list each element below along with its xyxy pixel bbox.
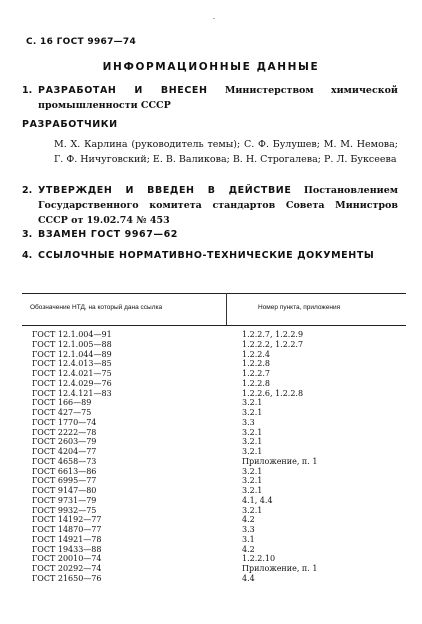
clause-number: 3.2.1: [242, 486, 263, 495]
table-row: [32, 330, 392, 340]
section-3: [22, 227, 398, 242]
clause-number: 3.2.1: [242, 408, 263, 417]
document-designation: ГОСТ 12.4.029—76: [32, 378, 112, 388]
page-header: С. 16 ГОСТ 9967—74: [26, 37, 137, 47]
document-designation: ГОСТ 6995—77: [32, 476, 97, 486]
table-row: [32, 506, 392, 516]
document-designation: ГОСТ 14870—77: [32, 525, 102, 534]
clause-number: 1.2.2.8: [242, 378, 270, 388]
document-designation: ГОСТ 4204—77: [32, 447, 97, 456]
table-row: [32, 447, 392, 457]
clause-number: 1.2.2.8: [242, 359, 270, 369]
document-designation: ГОСТ 9731—79: [32, 495, 97, 505]
table-row: [32, 340, 392, 350]
section-number: 2.: [22, 185, 33, 196]
document-designation: ГОСТ 12.4.121—83: [32, 388, 112, 398]
clause-number: 3.2.1: [242, 398, 263, 408]
document-designation: ГОСТ 12.1.004—91: [32, 330, 112, 339]
table-row: [32, 554, 392, 564]
section-heading: ВЗАМЕН ГОСТ 9967—62: [38, 229, 178, 240]
document-designation: ГОСТ 14192—77: [32, 515, 102, 525]
table-header-rule: [22, 325, 406, 326]
table-row: [32, 515, 392, 525]
page-title: ИНФОРМАЦИОННЫЕ ДАННЫЕ: [102, 61, 320, 73]
clause-number: 1.2.2.6, 1.2.2.8: [242, 388, 304, 398]
clause-number: 4.2: [242, 515, 255, 525]
section-4: [22, 248, 382, 263]
table-row: [32, 467, 392, 477]
document-designation: ГОСТ 20292—74: [32, 564, 102, 573]
table-row: [32, 574, 392, 584]
table-row: [32, 525, 392, 535]
clause-number: 1.2.2.2, 1.2.2.7: [242, 339, 304, 349]
document-designation: ГОСТ 9147—80: [32, 486, 97, 495]
clause-number: 3.2.1: [242, 427, 263, 437]
document-designation: ГОСТ 12.1.044—89: [32, 349, 112, 359]
section-number: 1.: [22, 85, 33, 96]
clause-number: 4.2: [242, 544, 255, 554]
document-designation: ГОСТ 12.4.021—75: [32, 369, 112, 378]
table-header-designation: Обозначение НТД, на который дана ссылка: [30, 304, 163, 311]
section-heading: ССЫЛОЧНЫЕ НОРМАТИВНО-ТЕХНИЧЕСКИЕ ДОКУМЕНТЫ: [38, 250, 375, 261]
table-row: [32, 428, 392, 438]
section-text: Министерством химической промышленности СССР: [38, 85, 398, 111]
document-designation: ГОСТ 2222—78: [32, 427, 97, 437]
section-number: 3.: [22, 229, 33, 240]
clause-number: 1.2.2.4: [242, 349, 270, 359]
table-row: [32, 389, 392, 399]
section-heading: УТВЕРЖДЕН И ВВЕДЕН В ДЕЙСТВИЕ: [38, 185, 292, 196]
clause-number: 4.4: [242, 573, 255, 583]
clause-number: 3.3: [242, 417, 255, 427]
clause-number: 1.2.2.10: [242, 554, 276, 564]
table-row: [32, 379, 392, 389]
table-header-clause: Номер пункта, приложения: [258, 304, 341, 311]
table-row: [32, 359, 392, 369]
document-designation: ГОСТ 14921—78: [32, 534, 102, 544]
table-row: [32, 398, 392, 408]
table-row: [32, 545, 392, 555]
document-designation: ГОСТ 21650—76: [32, 573, 102, 583]
clause-number: 3.2.1: [242, 437, 263, 447]
table-row: [32, 486, 392, 496]
developers-list: М. Х. Карлина (руководитель темы); С. Ф. Булушев; М. М. Немова; Г. Ф. Ничуговский; Е. В. Валикова; В. Н. Строгалева; Р. Л. Буксеева: [54, 139, 398, 165]
document-designation: ГОСТ 6613—86: [32, 466, 97, 476]
table-row: [32, 350, 392, 360]
document-designation: ГОСТ 12.1.005—88: [32, 339, 112, 349]
corner-mark: ⸳: [213, 14, 215, 22]
clause-number: 3.2.1: [242, 505, 263, 515]
table-row: [32, 564, 392, 574]
clause-number: 3.2.1: [242, 447, 263, 456]
table-row: [32, 418, 392, 428]
section-number: 4.: [22, 250, 33, 261]
clause-number: 4.1, 4.4: [242, 495, 273, 505]
table-top-rule: [22, 293, 406, 294]
table-row: [32, 476, 392, 486]
document-designation: ГОСТ 2603—79: [32, 437, 97, 447]
section-2: [22, 183, 398, 228]
table-column-divider: [226, 293, 227, 325]
document-designation: ГОСТ 427—75: [32, 408, 92, 417]
table-row: [32, 437, 392, 447]
clause-number: Приложение, п. 1: [242, 456, 318, 466]
table-body: [32, 330, 392, 584]
developers-heading-block: [22, 117, 398, 132]
document-designation: ГОСТ 19433—88: [32, 544, 102, 554]
table-row: [32, 496, 392, 506]
document-designation: ГОСТ 20010—74: [32, 554, 102, 564]
clause-number: 3.2.1: [242, 466, 263, 476]
table-row: [32, 369, 392, 379]
document-designation: ГОСТ 166—89: [32, 398, 92, 408]
section-heading: РАЗРАБОТАН И ВНЕСЕН: [38, 85, 208, 96]
document-designation: ГОСТ 9932—75: [32, 505, 97, 515]
clause-number: 1.2.2.7, 1.2.2.9: [242, 330, 304, 339]
clause-number: 3.3: [242, 525, 255, 534]
section-1: [22, 83, 398, 113]
clause-number: 1.2.2.7: [242, 369, 270, 378]
table-row: [32, 535, 392, 545]
document-designation: ГОСТ 1770—74: [32, 417, 97, 427]
document-designation: ГОСТ 12.4.013—85: [32, 359, 112, 369]
section-text: Постановлением Государственного комитета стандартов Совета Министров СССР от 19.02.74 № 453: [38, 185, 398, 226]
clause-number: 3.2.1: [242, 476, 263, 486]
document-designation: ГОСТ 4658—73: [32, 456, 97, 466]
clause-number: Приложение, п. 1: [242, 564, 318, 573]
developers-heading: РАЗРАБОТЧИКИ: [22, 119, 118, 130]
table-row: [32, 408, 392, 418]
table-row: [32, 457, 392, 467]
clause-number: 3.1: [242, 534, 255, 544]
